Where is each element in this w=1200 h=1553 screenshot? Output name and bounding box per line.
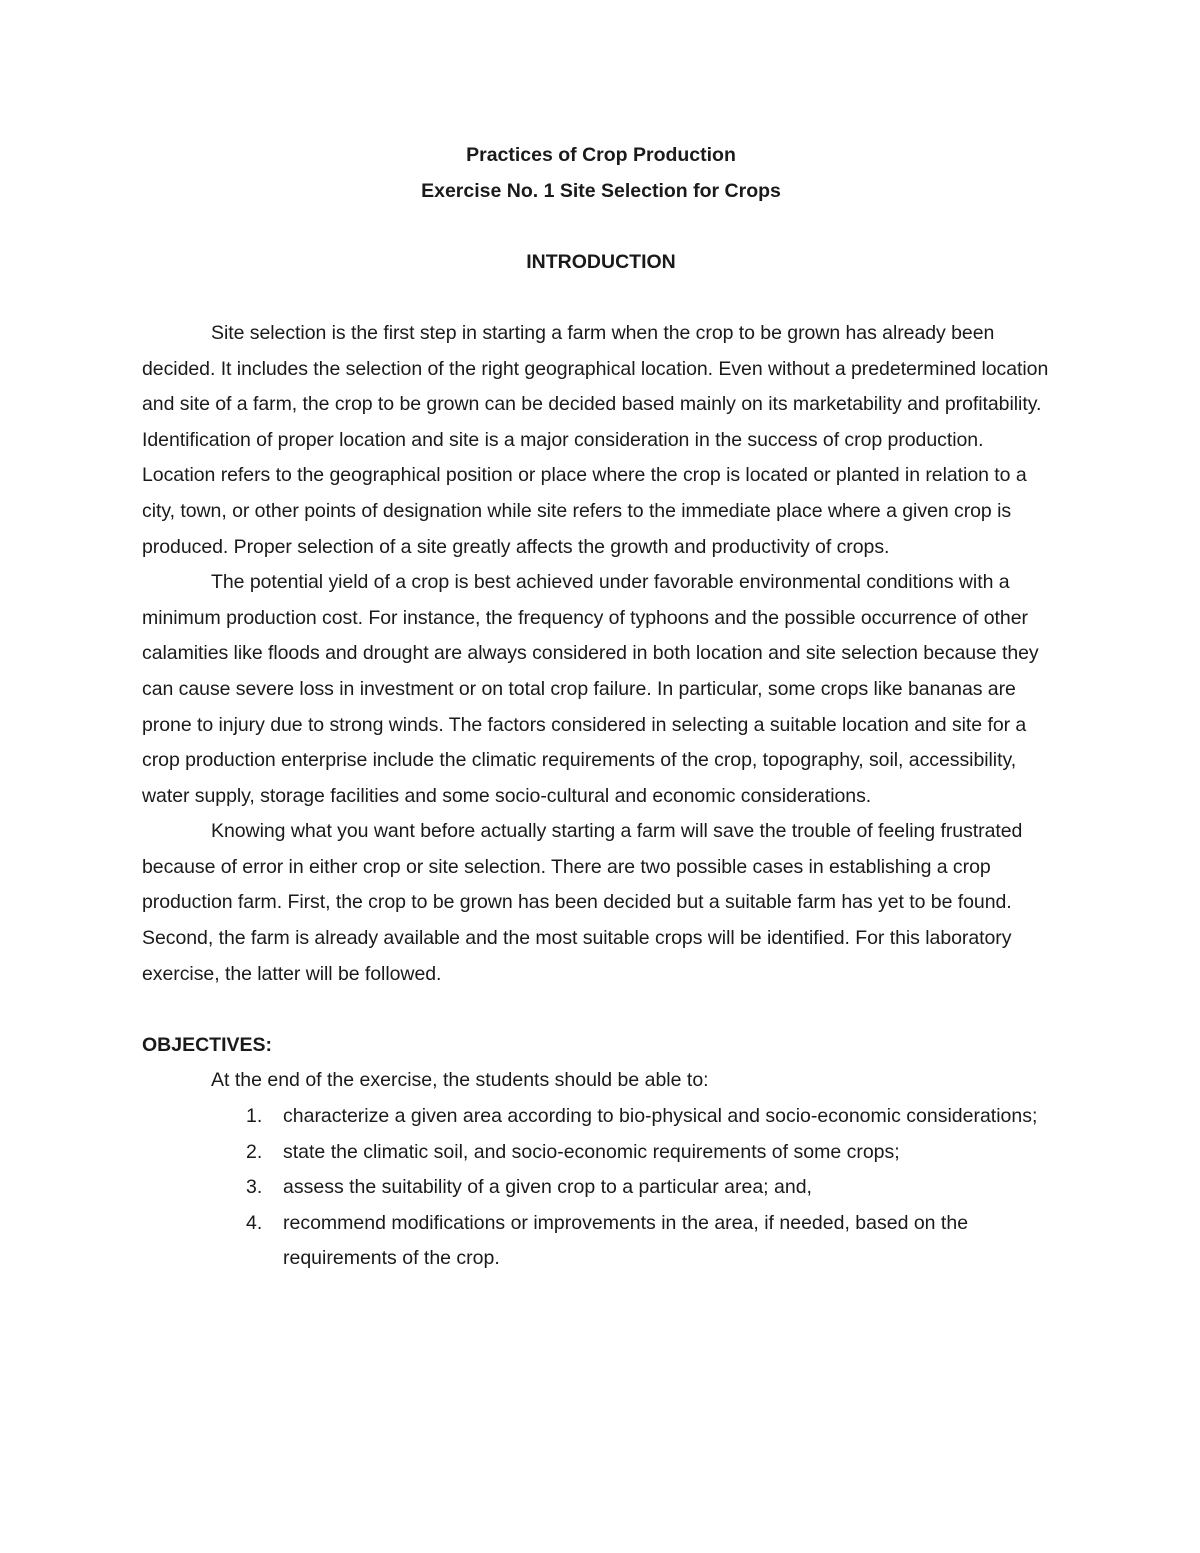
objective-item — [142, 1135, 1060, 1171]
intro-paragraph-3: Knowing what you want before actually starting a farm will save the trouble of feeling frustrated because of error in either crop or site selection. There are two possible cases in establishing a crop production farm. First, the crop to be grown has been decided but a suitable farm has yet to be found. Second, the farm is already available and the most suitable crops will be identified. For this laboratory exercise, the latter will be followed. — [142, 820, 1023, 985]
objectives-lead: At the end of the exercise, the students should be able to: — [211, 1069, 709, 1092]
objective-number: 4. — [246, 1211, 263, 1234]
intro-paragraph-2: The potential yield of a crop is best achieved under favorable environmental conditions with a minimum production cost. For instance, the frequency of typhoons and the possible occurrence of other calamities like floods and drought are always considered in both location and site selection because they can cause severe loss in investment or on total crop failure. In particular, some crops like bananas are prone to injury due to strong winds. The factors considered in selecting a suitable location and site for a crop production enterprise include the climatic requirements of the crop, topography, soil, accessibility, water supply, storage facilities and some socio-cultural and economic considerations. — [142, 571, 1039, 807]
objective-item — [142, 1206, 1060, 1277]
objectives-list — [142, 1099, 1060, 1277]
spacer — [142, 209, 1060, 245]
introduction-heading: INTRODUCTION — [526, 250, 676, 273]
exercise-subtitle: Exercise No. 1 Site Selection for Crops — [421, 179, 781, 202]
objectives-heading: OBJECTIVES: — [142, 1033, 273, 1056]
objective-text: recommend modifications or improvements in the area, if needed, based on the requirements of the crop. — [283, 1211, 969, 1270]
objective-text: assess the suitability of a given crop to a particular area; and, — [283, 1176, 812, 1199]
objective-item — [142, 1099, 1060, 1135]
spacer — [142, 992, 1060, 1028]
objective-number: 3. — [246, 1176, 263, 1199]
intro-paragraph-1: Site selection is the first step in starting a farm when the crop to be grown has already been decided. It includes the selection of the right geographical location. Even without a predetermined location and site of a farm, the crop to be grown can be decided based mainly on its marketability and profitability. Identification of proper location and site is a major consideration in the success of crop production. Location refers to the geographical position or place where the crop is located or planted in relation to a city, town, or other points of designation while site refers to the immediate place where a given crop is produced. Proper selection of a site greatly affects the growth and productivity of crops. — [142, 321, 1049, 558]
objective-number: 1. — [246, 1105, 263, 1128]
document-body — [142, 138, 1060, 1277]
objective-item — [142, 1170, 1060, 1206]
spacer — [142, 280, 1060, 316]
objective-number: 2. — [246, 1140, 263, 1163]
document-title: Practices of Crop Production — [466, 144, 736, 166]
objective-text: characterize a given area according to bio-physical and socio-economic considerations; — [283, 1105, 1038, 1128]
objective-text: state the climatic soil, and socio-economic requirements of some crops; — [283, 1140, 900, 1163]
